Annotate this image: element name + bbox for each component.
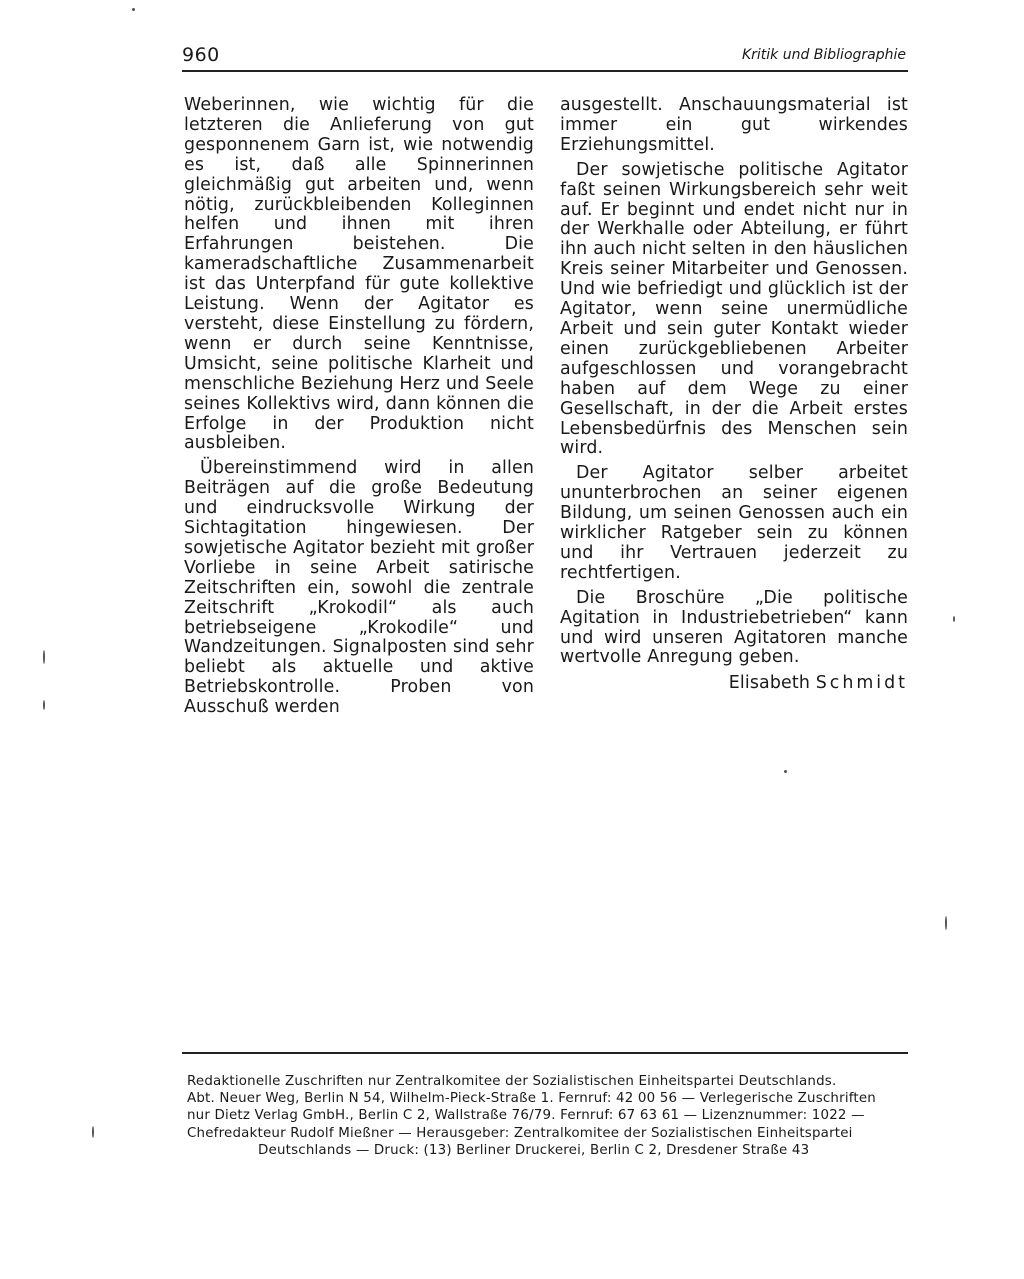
imprint-line: Deutschlands — Druck: (13) Berliner Druckerei, Berlin C 2, Dresdener Straße 43 — [258, 1142, 810, 1158]
scan-speck — [945, 916, 947, 930]
left-paragraph-1: Weberinnen, wie wichtig für die letzteren die Anlieferung von gut gesponnenem Garn ist, wie notwendig es ist, daß alle Spinnerinnen gleichmäßig gut arbeiten und, wenn nötig, zurückbleibenden Kolleginnen helfen und ihnen mit ihren Erfahrungen beistehen. Die kameradschaftliche Zusammenarbeit ist das Unterpfand für gute kollektive Leistung. Wenn der Agitator es versteht, diese Einstellung zu fördern, wenn er durch seine Kenntnisse, Umsicht, seine politische Klarheit und menschliche Beziehung Herz und Seele seines Kollektivs wird, dann können die Erfolge in der Produktion nicht ausbleiben. — [184, 95, 534, 454]
author-first-name: Elisabeth — [728, 673, 811, 694]
scan-speck — [132, 8, 135, 11]
right-paragraph-4: Die Broschüre „Die politische Agitation in Industriebetrieben“ kann und wird unseren Agitatoren manche wertvolle Anregung geben. — [560, 587, 908, 668]
imprint-footer — [187, 1073, 907, 1159]
scan-speck — [43, 700, 45, 710]
imprint-line: Abt. Neuer Weg, Berlin N 54, Wilhelm-Pieck-Straße 1. Fernruf: 42 00 56 — Verlegerische Zuschriften — [187, 1091, 876, 1107]
imprint-line: Chefredakteur Rudolf Mießner — Herausgeber: Zentralkomitee der Sozialistischen Einheitspartei — [187, 1125, 853, 1141]
left-column — [184, 96, 534, 718]
right-column — [560, 96, 908, 694]
right-paragraph-3: Der Agitator selber arbeitet ununterbrochen an seiner eigenen Bildung, um seinen Genossen auch ein wirklicher Ratgeber sein zu können und ihr Vertrauen jederzeit zu rechtfertigen. — [560, 463, 908, 583]
scan-speck — [43, 650, 45, 664]
page-number: 960 — [182, 44, 220, 66]
header-rule — [182, 70, 908, 72]
imprint-line: Redaktionelle Zuschriften nur Zentralkomitee der Sozialistischen Einheitspartei Deutschlands. — [187, 1074, 837, 1089]
left-paragraph-2: Übereinstimmend wird in allen Beiträgen auf die große Bedeutung und eindrucksvolle Wirkung der Sichtagitation hingewiesen. Der sowjetische Agitator bezieht mit großer Vorliebe in seine Arbeit satirische Zeitschriften ein, sowohl die zentrale Zeitschrift „Krokodil“ als auch betriebseigene „Krokodile“ und Wandzeitungen. Signalposten sind sehr beliebt als aktuelle und aktive Betriebskontrolle. Proben von Ausschuß werden — [184, 458, 534, 718]
right-paragraph-1: ausgestellt. Anschauungsmaterial ist immer ein gut wirkendes Erziehungsmittel. — [560, 95, 908, 155]
footer-rule — [182, 1052, 908, 1054]
scan-speck — [92, 1126, 94, 1138]
author-last-name: Schmidt — [815, 673, 908, 694]
imprint-line: nur Dietz Verlag GmbH., Berlin C 2, Wallstraße 76/79. Fernruf: 67 63 61 — Lizenznummer: 1022 — — [187, 1108, 865, 1124]
scan-speck — [784, 770, 787, 773]
scan-speck — [953, 616, 955, 622]
author-signature — [560, 674, 908, 694]
right-paragraph-2: Der sowjetische politische Agitator faßt seinen Wirkungsbereich sehr weit auf. Er beginnt und endet nicht nur in der Werkhalle oder Abteilung, er führt ihn auch nicht selten in den häuslichen Kreis seiner Mitarbeiter und Genossen. Und wie befriedigt und glücklich ist der Agitator, wenn seine unermüdliche Arbeit und sein guter Kontakt wieder einen zurückgebliebenen Arbeiter aufgeschlossen und vorangebracht haben auf dem Wege zu einer Gesellschaft, in der die Arbeit erstes Lebensbedürfnis des Menschen sein wird. — [560, 159, 908, 459]
section-title: Kritik und Bibliographie — [741, 47, 906, 63]
